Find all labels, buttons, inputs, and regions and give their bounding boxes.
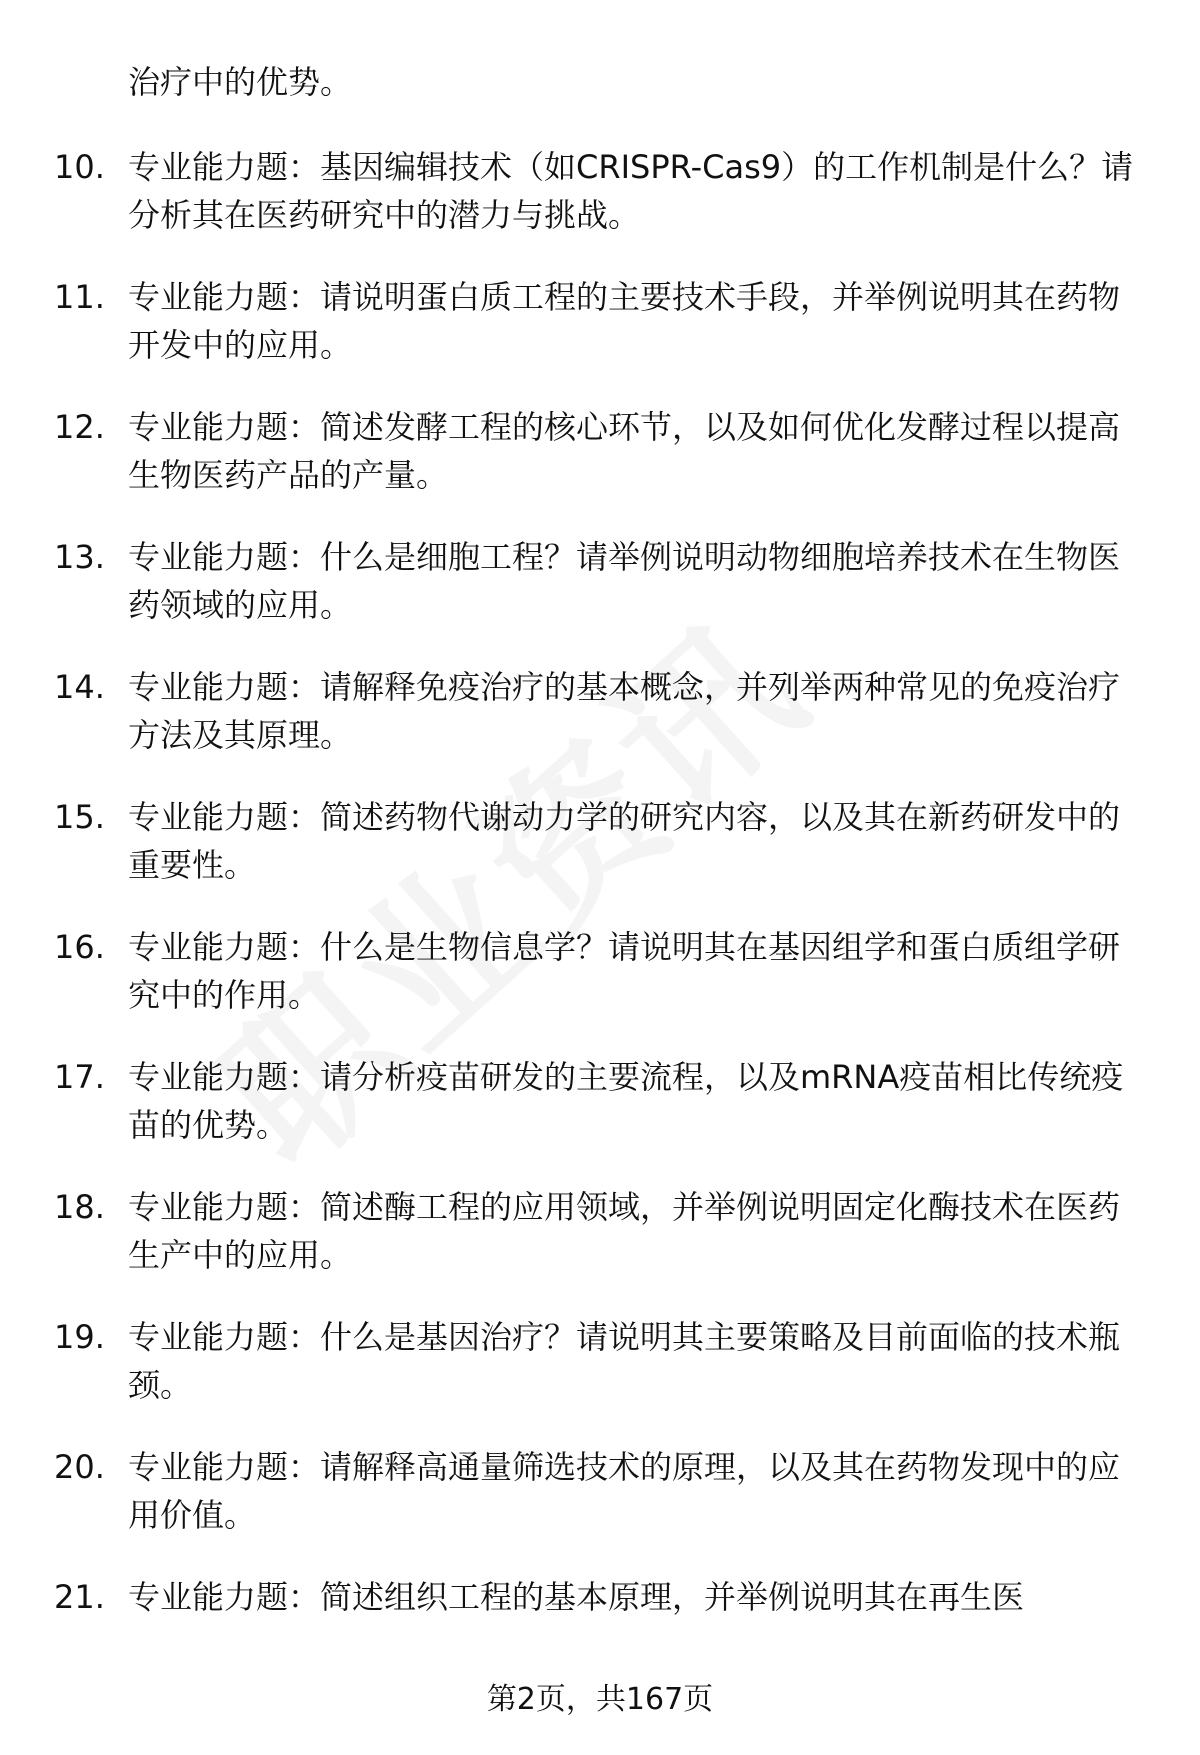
- question-item: [0, 793, 1200, 891]
- question-number: 16.: [54, 928, 105, 966]
- question-number: 14.: [54, 668, 105, 706]
- question-number: 15.: [54, 798, 105, 836]
- question-item: [0, 923, 1200, 1021]
- question-number: 11.: [54, 278, 105, 316]
- question-number: 13.: [54, 538, 105, 576]
- question-list: [0, 143, 1200, 1703]
- question-item: [0, 1313, 1200, 1411]
- question-text: 专业能力题：请分析疫苗研发的主要流程，以及mRNA疫苗相比传统疫苗的优势。: [128, 1058, 1124, 1144]
- question-item: [0, 663, 1200, 761]
- question-text: 专业能力题：请说明蛋白质工程的主要技术手段，并举例说明其在药物开发中的应用。: [128, 278, 1121, 364]
- question-number: 20.: [54, 1448, 105, 1486]
- question-text: 专业能力题：什么是基因治疗？请说明其主要策略及目前面临的技术瓶颈。: [128, 1318, 1121, 1404]
- question-number: 21.: [54, 1578, 105, 1616]
- question-text: 专业能力题：简述发酵工程的核心环节，以及如何优化发酵过程以提高生物医药产品的产量。: [128, 408, 1121, 494]
- question-number: 18.: [54, 1188, 105, 1226]
- question-text: 专业能力题：请解释免疫治疗的基本概念，并列举两种常见的免疫治疗方法及其原理。: [128, 668, 1121, 754]
- question-text: 专业能力题：简述酶工程的应用领域，并举例说明固定化酶技术在医药生产中的应用。: [128, 1188, 1121, 1274]
- question-text: 专业能力题：简述药物代谢动力学的研究内容，以及其在新药研发中的重要性。: [128, 798, 1121, 884]
- question-text: 专业能力题：基因编辑技术（如CRISPR-Cas9）的工作机制是什么？请分析其在医药研究中的潜力与挑战。: [128, 148, 1134, 234]
- page-footer: 第2页，共167页: [486, 1682, 714, 1717]
- question-text: 专业能力题：什么是细胞工程？请举例说明动物细胞培养技术在生物医药领域的应用。: [128, 538, 1121, 624]
- question-item: [0, 1053, 1200, 1151]
- question-number: 19.: [54, 1318, 105, 1356]
- question-item: [0, 1443, 1200, 1541]
- continued-text: 治疗中的优势。: [128, 63, 353, 101]
- question-number: 10.: [54, 148, 105, 186]
- question-item: [0, 403, 1200, 501]
- question-text: 专业能力题：什么是生物信息学？请说明其在基因组学和蛋白质组学研究中的作用。: [128, 928, 1121, 1014]
- question-number: 17.: [54, 1058, 105, 1096]
- question-item: [0, 143, 1200, 241]
- question-number: 12.: [54, 408, 105, 446]
- question-text: 专业能力题：简述组织工程的基本原理，并举例说明其在再生医: [128, 1578, 1025, 1616]
- question-item: [0, 273, 1200, 371]
- question-item: [0, 1183, 1200, 1281]
- question-text: 专业能力题：请解释高通量筛选技术的原理，以及其在药物发现中的应用价值。: [128, 1448, 1121, 1534]
- question-item: [0, 1573, 1200, 1671]
- question-item: [0, 533, 1200, 631]
